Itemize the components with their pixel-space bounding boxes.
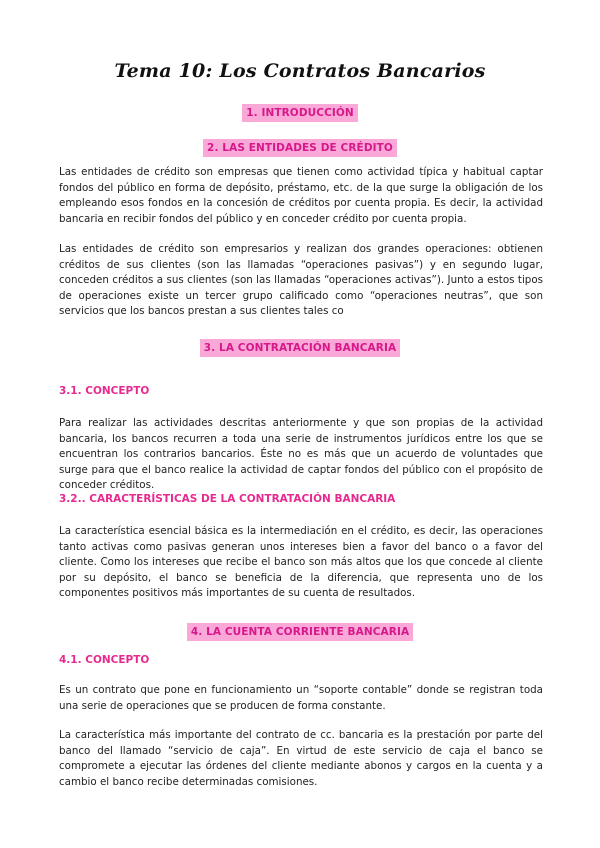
heading-contratacion-bancaria	[0, 336, 600, 355]
paragraph-concepto-3-1: Para realizar las actividades descritas anteriormente y que son propias de la actividad bancaria, los bancos recurren a toda una serie de instrumentos jurídicos entre los que se encuentran los contrarios bancarios. Éste no es más que un acuerdo de voluntades que surge para que el banco realice la actividad de captar fondos del público con el propósito de conceder créditos.	[59, 417, 543, 491]
paragraph-entidades-1: Las entidades de crédito son empresas que tienen como actividad típica y habitual captar fondos del público en forma de depósito, préstamo, etc. de la que surge la obligación de los empleando esos fondos en la concesión de créditos por cuenta propia. Es decir, la actividad bancaria en recibir fondos del público y en conceder crédito por cuenta propia.	[59, 166, 543, 225]
heading-cuenta-corriente-text: 4. LA CUENTA CORRIENTE BANCARIA	[187, 623, 413, 641]
paragraph-caracteristicas: La característica esencial básica es la intermediación en el crédito, es decir, las operaciones tanto activas como pasivas generan unos intereses bien a favor del banco o a favor del cliente. Como los intereses que recibe el banco son más altos que los que concede al cliente por su depósito, el banco se beneficia de la diferencia, que representa uno de los componentes positivos más importantes de su cuenta de resultados.	[59, 525, 543, 599]
document-title: Tema 10: Los Contratos Bancarios	[114, 60, 486, 82]
heading-entidades-credito-text: 2. LAS ENTIDADES DE CRÉDITO	[203, 139, 397, 157]
subheading-concepto-3-1: 3.1. CONCEPTO	[59, 385, 150, 397]
heading-introduccion	[0, 101, 600, 120]
paragraph-servicio-caja: La característica más importante del contrato de cc. bancaria es la prestación por parte del banco del llamado “servicio de caja”. En virtud de este servicio de caja el banco se compromete a ejecutar las órdenes del cliente mediante abonos y cargos en la cuenta y a cambio el banco recibe determinadas comisiones.	[59, 729, 543, 788]
heading-cuenta-corriente	[0, 620, 600, 639]
paragraph-concepto-4-1: Es un contrato que pone en funcionamiento un “soporte contable” donde se registran toda una serie de operaciones que se producen de forma constante.	[59, 684, 543, 712]
heading-entidades-credito	[0, 136, 600, 155]
heading-contratacion-bancaria-text: 3. LA CONTRATACIÓN BANCARIA	[200, 339, 400, 357]
paragraph-entidades-2: Las entidades de crédito son empresarios y realizan dos grandes operaciones: obtienen créditos de sus clientes (son las llamadas “operaciones pasivas”) y en segundo lugar, conceden créditos a sus clientes (son las llamadas “operaciones activas”). Junto a estos tipos de operaciones existe un tercer grupo calificado como “operaciones neutras”, que son servicios que los bancos prestan a sus clientes tales co	[59, 243, 543, 317]
heading-introduccion-text: 1. INTRODUCCIÓN	[242, 104, 358, 122]
subheading-concepto-4-1: 4.1. CONCEPTO	[59, 654, 150, 666]
subheading-caracteristicas-3-2: 3.2.. CARACTERÍSTICAS DE LA CONTRATACIÓN BANCARIA	[59, 493, 396, 505]
